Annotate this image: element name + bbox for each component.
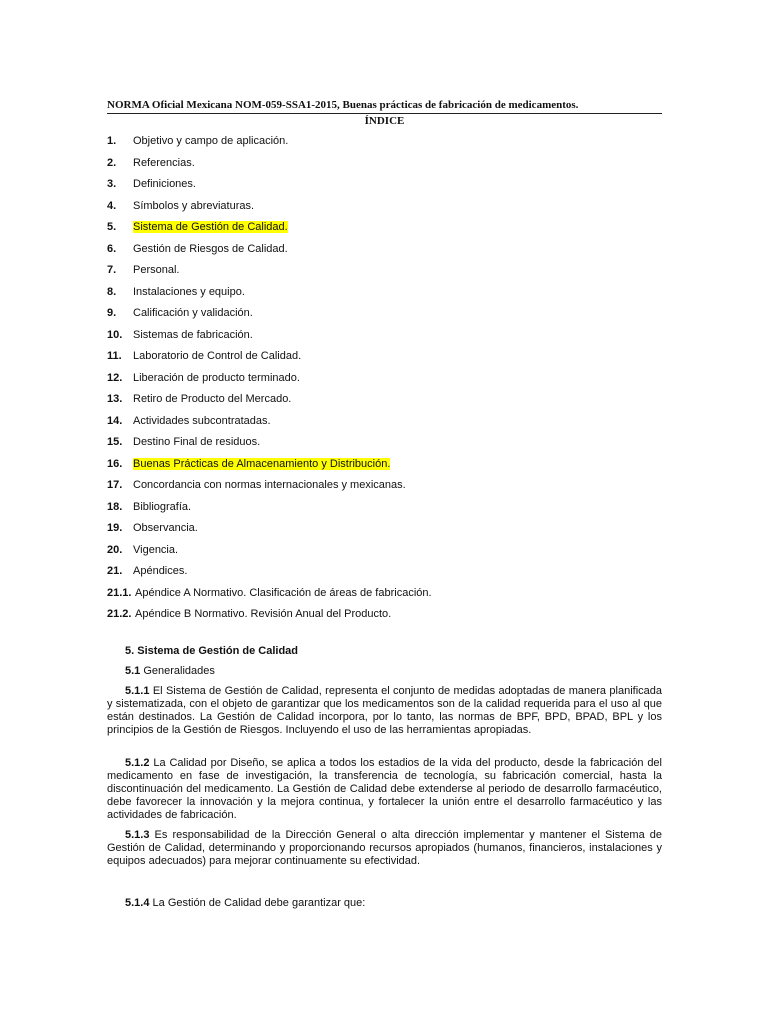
index-text: Objetivo y campo de aplicación. xyxy=(133,135,289,147)
index-number: 10. xyxy=(107,328,123,341)
index-text: Personal. xyxy=(133,264,180,276)
section-5-title: 5. Sistema de Gestión de Calidad xyxy=(125,645,298,657)
title-rule xyxy=(107,113,662,114)
index-list xyxy=(107,133,662,628)
subsection-title: Generalidades xyxy=(143,665,215,677)
index-number: 4. xyxy=(107,199,117,212)
index-number: 21.1. xyxy=(107,586,132,599)
index-number: 15. xyxy=(107,436,123,448)
index-number: 20. xyxy=(107,543,123,556)
paragraph-5-1-4 xyxy=(107,897,662,910)
index-text: Definiciones. xyxy=(133,178,196,190)
paragraph-text: Es responsabilidad de la Dirección General o alta dirección implementar y mantener el Sistema de Gestión de Calidad, determinando y proporcionando recursos apropiados (humanos, financieros, instalaciones y equipos adecuados) para mejorar continuamente su efectividad. xyxy=(107,829,663,867)
index-number: 21.2. xyxy=(107,608,132,620)
index-number: 16. xyxy=(107,457,123,470)
index-number: 18. xyxy=(107,500,123,513)
index-text: Vigencia. xyxy=(133,543,179,556)
index-item xyxy=(107,563,662,585)
index-number: 6. xyxy=(107,242,117,255)
index-text: Actividades subcontratadas. xyxy=(133,414,271,427)
paragraph-text: La Calidad por Diseño, se aplica a todos los estadios de la vida del producto, desde la fabricación del medicamento en fase de investigación, la transferencia de tecnología, su fabricación comercial, hasta la discontinuación del medicamento. La Gestión de Calidad debe extenderse al periodo de desarrollo farmacéutico, debe favorecer la innovación y la mejora continua, y fortalecer la unión entre el desarrollo farmacéutico y las actividades de fabricación. xyxy=(107,757,662,821)
index-number: 3. xyxy=(107,178,117,190)
index-item xyxy=(107,305,662,327)
index-text: Sistemas de fabricación. xyxy=(133,328,253,341)
index-text: Destino Final de residuos. xyxy=(133,436,261,448)
index-text: Calificación y validación. xyxy=(133,307,253,319)
index-text: Retiro de Producto del Mercado. xyxy=(133,393,292,405)
index-number: 14. xyxy=(107,414,123,427)
index-text: Instalaciones y equipo. xyxy=(133,285,245,298)
index-text: Observancia. xyxy=(133,522,198,534)
index-number: 21. xyxy=(107,565,123,577)
document-title: NORMA Oficial Mexicana NOM-059-SSA1-2015, Buenas prácticas de fabricación de medicamentos. xyxy=(107,99,579,111)
index-text: Símbolos y abreviaturas. xyxy=(133,199,255,212)
index-item xyxy=(107,499,662,521)
index-item xyxy=(107,262,662,284)
index-number: 7. xyxy=(107,264,117,276)
index-text-highlighted: Buenas Prácticas de Almacenamiento y Distribución. xyxy=(133,457,391,470)
index-number: 1. xyxy=(107,135,117,147)
paragraph-5-1-3 xyxy=(107,829,662,868)
index-text: Bibliografía. xyxy=(133,500,192,513)
index-number: 11. xyxy=(107,350,122,362)
index-number: 5. xyxy=(107,221,117,233)
index-number: 9. xyxy=(107,307,117,319)
index-item xyxy=(107,413,662,435)
index-item xyxy=(107,456,662,478)
index-item xyxy=(107,606,662,628)
paragraph-5-1-2 xyxy=(107,757,662,822)
subsection-5-1-heading xyxy=(107,665,680,678)
index-item xyxy=(107,434,662,456)
index-item xyxy=(107,348,662,370)
index-number: 2. xyxy=(107,156,117,169)
index-item xyxy=(107,477,662,499)
paragraph-number: 5.1.1 xyxy=(125,685,150,697)
index-text: Apéndices. xyxy=(133,565,188,577)
index-heading: ÍNDICE xyxy=(364,115,405,127)
index-text: Apéndice B Normativo. Revisión Anual del Producto. xyxy=(135,608,392,620)
index-text: Gestión de Riesgos de Calidad. xyxy=(133,242,288,255)
paragraph-number: 5.1.3 xyxy=(125,829,150,841)
index-item xyxy=(107,241,662,263)
paragraph-text: La Gestión de Calidad debe garantizar que: xyxy=(152,897,366,909)
index-item xyxy=(107,391,662,413)
index-item xyxy=(107,284,662,306)
index-number: 12. xyxy=(107,371,123,384)
index-item xyxy=(107,198,662,220)
index-item xyxy=(107,585,662,607)
index-text: Liberación de producto terminado. xyxy=(133,371,300,384)
index-item xyxy=(107,133,662,155)
index-item xyxy=(107,370,662,392)
index-text: Laboratorio de Control de Calidad. xyxy=(133,350,302,362)
index-number: 17. xyxy=(107,479,123,491)
index-item xyxy=(107,520,662,542)
index-item xyxy=(107,219,662,241)
index-item xyxy=(107,176,662,198)
index-text: Apéndice A Normativo. Clasificación de áreas de fabricación. xyxy=(135,586,432,599)
index-text-highlighted: Sistema de Gestión de Calidad. xyxy=(133,221,288,233)
index-number: 8. xyxy=(107,285,117,298)
index-number: 19. xyxy=(107,522,123,534)
index-item xyxy=(107,155,662,177)
index-item xyxy=(107,327,662,349)
subsection-number: 5.1 xyxy=(125,665,141,677)
index-text: Referencias. xyxy=(133,156,195,169)
paragraph-text: El Sistema de Gestión de Calidad, representa el conjunto de medidas adoptadas de manera planificada y sistematizada, con el objeto de garantizar que los medicamentos son de la calidad requerida para el uso al que están destinados. La Gestión de Calidad incorpora, por lo tanto, las normas de BPF, BPD, BPAD, BPL y los principios de la Gestión de Riesgos. Incluyendo el uso de las herramientas apropiadas. xyxy=(107,685,662,736)
index-text: Concordancia con normas internacionales y mexicanas. xyxy=(133,479,406,491)
index-item xyxy=(107,542,662,564)
paragraph-number: 5.1.2 xyxy=(125,757,150,769)
index-number: 13. xyxy=(107,393,123,405)
paragraph-5-1-1 xyxy=(107,685,662,737)
paragraph-number: 5.1.4 xyxy=(125,897,150,909)
